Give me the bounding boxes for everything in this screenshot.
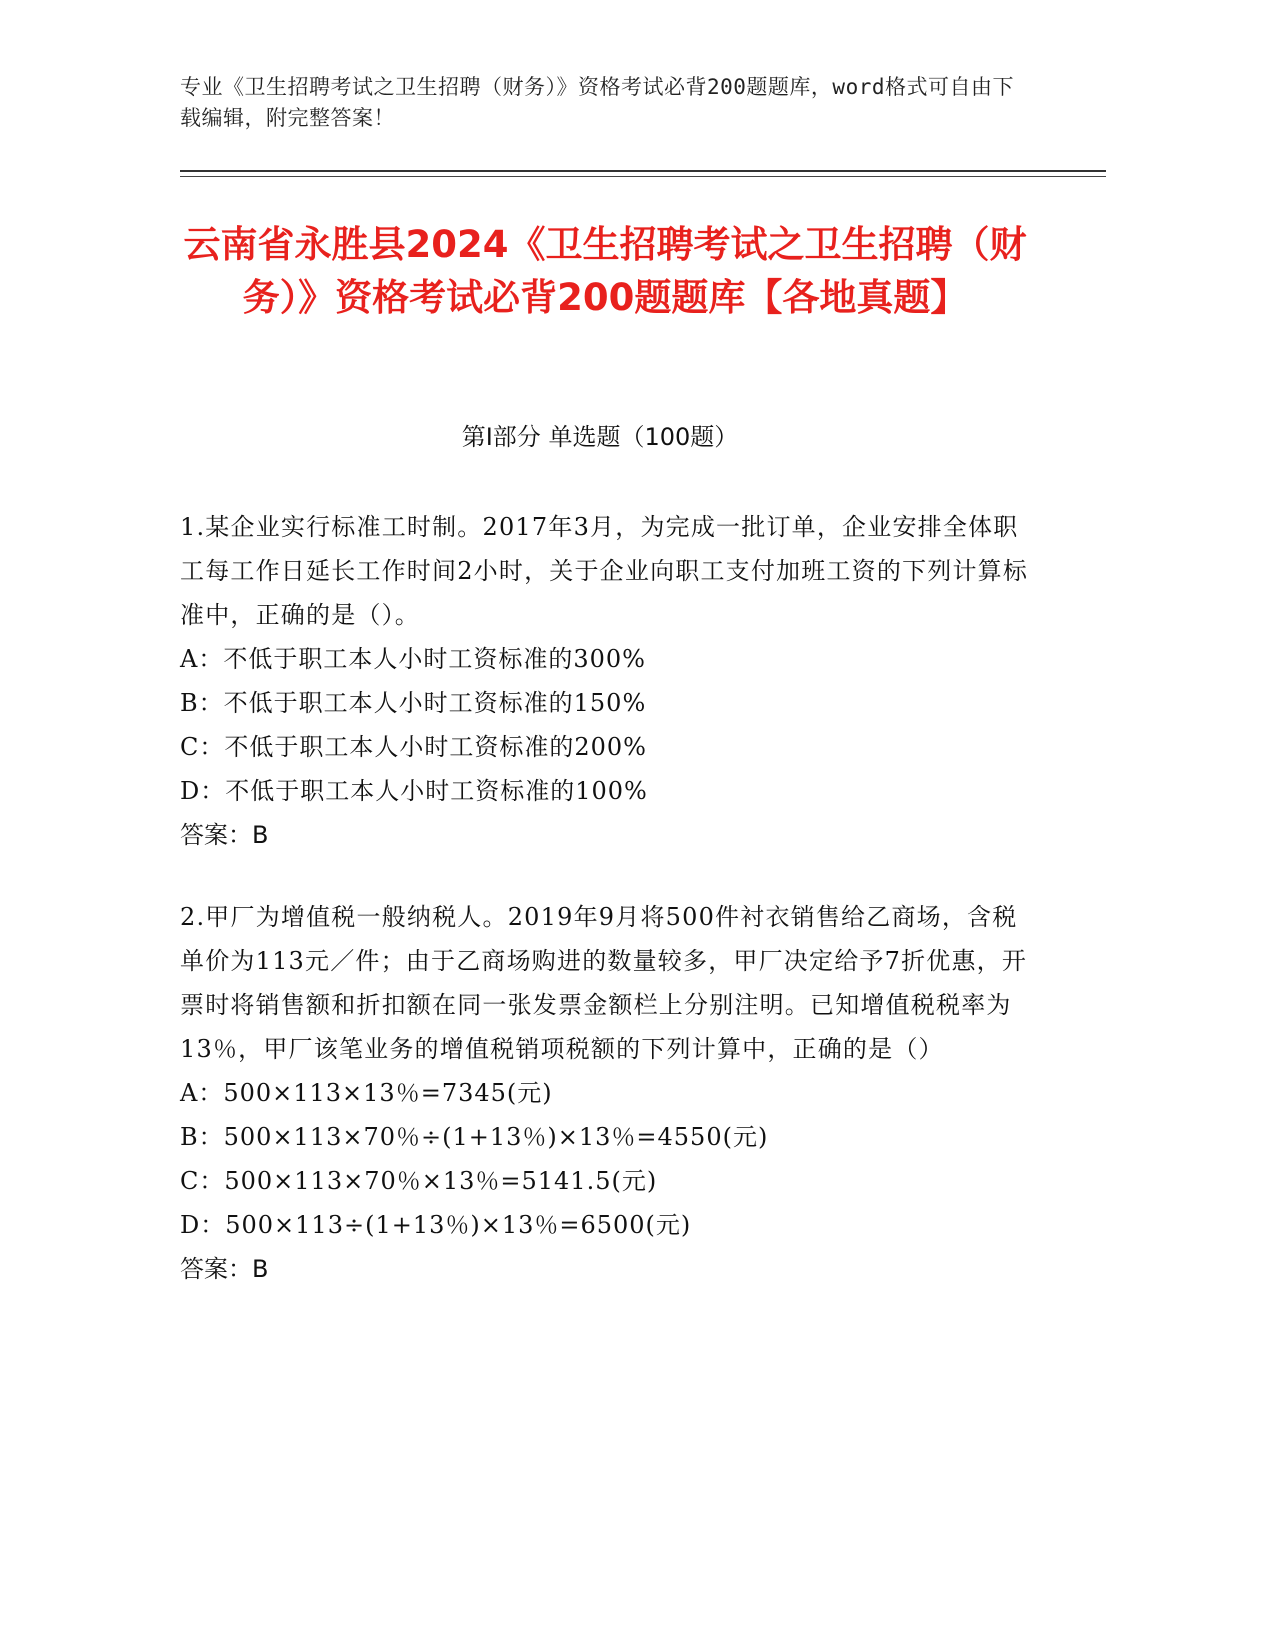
header-note: 专业《卫生招聘考试之卫生招聘（财务）》资格考试必背200题题库，word格式可自由下载编辑，附完整答案！: [180, 75, 1014, 130]
header-divider-thin: [180, 176, 1106, 177]
option-b: B：500×113×70％÷(1+13％)×13％=4550(元): [180, 1123, 769, 1151]
option-a: A：不低于职工本人小时工资标准的300%: [180, 645, 646, 673]
question-stem: 2.甲厂为增值税一般纳税人。2019年9月将500件衬衣销售给乙商场，含税单价为113元／件；由于乙商场购进的数量较多，甲厂决定给予7折优惠，开票时将销售额和折扣额在同一张发票金额栏上分别注明。已知增值税税率为13％，甲厂该笔业务的增值税销项税额的下列计算中，正确的是（）: [180, 903, 1028, 1063]
section-title: 第Ⅰ部分 单选题（100题）: [461, 423, 739, 451]
option-a: A：500×113×13％=7345(元): [180, 1079, 553, 1107]
option-list: [180, 1071, 1030, 1247]
header-divider-thick: [180, 170, 1106, 172]
option-d: D：不低于职工本人小时工资标准的100%: [180, 777, 648, 805]
question-2: [180, 895, 1030, 1291]
option-b: B：不低于职工本人小时工资标准的150%: [180, 689, 647, 717]
option-list: [180, 637, 1030, 813]
option-d: D：500×113÷(1+13％)×13％=6500(元): [180, 1211, 692, 1239]
option-c: C：500×113×70％×13％=5141.5(元): [180, 1167, 658, 1195]
question-stem: 1.某企业实行标准工时制。2017年3月，为完成一批订单，企业安排全体职工每工作日延长工作时间2小时，关于企业向职工支付加班工资的下列计算标准中，正确的是（）。: [180, 513, 1029, 629]
answer-label: 答案：B: [180, 821, 269, 849]
answer-label: 答案：B: [180, 1255, 269, 1283]
document-title: 云南省永胜县2024《卫生招聘考试之卫生招聘（财务）》资格考试必背200题题库【各地真题】: [183, 223, 1027, 319]
question-1: [180, 505, 1030, 857]
option-c: C：不低于职工本人小时工资标准的200%: [180, 733, 647, 761]
